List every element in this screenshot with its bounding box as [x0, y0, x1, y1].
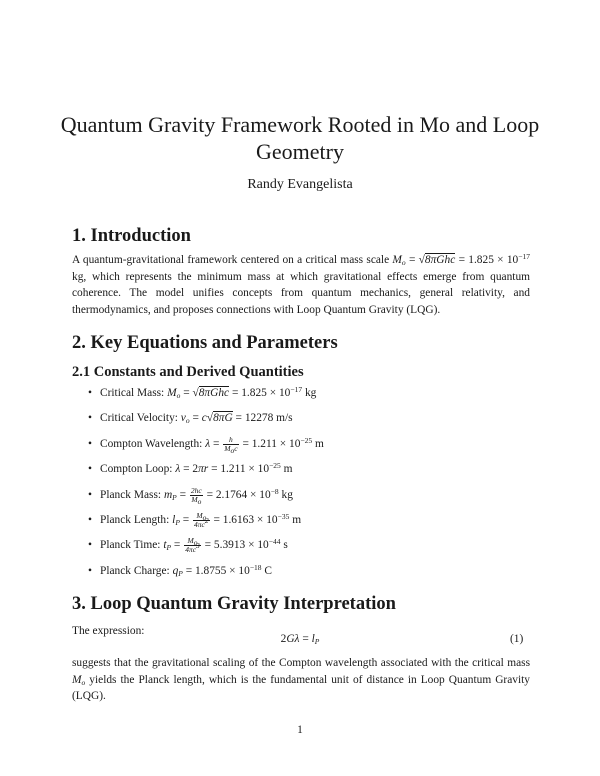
section-heading-key-equations: 2. Key Equations and Parameters [72, 333, 338, 353]
intro-text-start: A quantum-gravitational framework centered on a critical mass scale [72, 254, 393, 266]
list-item: • Critical Mass: $M_o = √8\pi Ghc = 1.825 \times 10^{-17}$ kg [88, 385, 317, 400]
intro-text-end: kg, which represents the minimum mass at which gravitational effects emerge from quantum coherence. The model unifies concepts from quantum mechanics, general relativity, and thermodynamics, and proposes connections with Loop Quantum Gravity (LQG). [72, 270, 530, 316]
list-item: • Critical Velocity: $v_o = c√8\pi G = 12278$ m/s [88, 412, 293, 426]
list-item: • Planck Charge: $q_P = 1.8755 \times 10^{-18}$ C [88, 562, 273, 578]
list-item: • Compton Wavelength: λ = $\frac{h}{M_oc}$ = $1.211 \times 10^{-25}$ m [88, 434, 324, 455]
introduction-paragraph: A quantum-gravitational framework centered on a critical mass scale $M_o = √8\pi Ghc = 1.825 \times 10^{-17}$ kg, which represents the minimum mass at which gravitational effects emerge from quantum coherence. The model unifies concepts from quantum mechanics, general relativity, and thermodynamics, and proposes connections with Loop Quantum Gravity (LQG). [72, 252, 530, 316]
list-item: • Planck Time: $t_P$ = $\frac{M_o}{4\pi c^3}$ = $5.3913 \times 10^{-44}$ s [88, 536, 288, 555]
lqg-intro-text: The expression: [72, 625, 145, 637]
page-number: 1 [297, 724, 303, 736]
lqg-paragraph: suggests that the gravitational scaling of the Compton wavelength associated with the critical mass $M_o$ yields the Planck length, which is the fundamental unit of distance in Loop Quantum Gravity (LQG). [72, 657, 530, 703]
author-name: Randy Evangelista [247, 177, 353, 192]
subsection-heading-constants: 2.1 Constants and Derived Quantities [72, 364, 304, 380]
equation-1: $2G\lambda = l_P$ [280, 633, 320, 646]
equation-number: (1) [510, 633, 524, 645]
quantities-list [88, 385, 324, 588]
list-item: • Planck Mass: $m_P$ = $\frac{2hc}{M_o}$ = $2.1764 \times 10^{-8}$ kg [88, 485, 293, 506]
paper-title: Quantum Gravity Framework Rooted in Mo and Loop Geometry [60, 112, 540, 164]
list-item: • Compton Loop: $\lambda = 2\pi r = 1.211 \times 10^{-25}$ m [88, 461, 293, 476]
section-heading-lqg: 3. Loop Quantum Gravity Interpretation [72, 594, 396, 614]
list-item: • Planck Length: $l_P$ = $\frac{M_o}{4\pi c^2}$ = $1.6163 \times 10^{-35}$ m [88, 510, 302, 529]
section-heading-introduction: 1. Introduction [72, 226, 191, 246]
